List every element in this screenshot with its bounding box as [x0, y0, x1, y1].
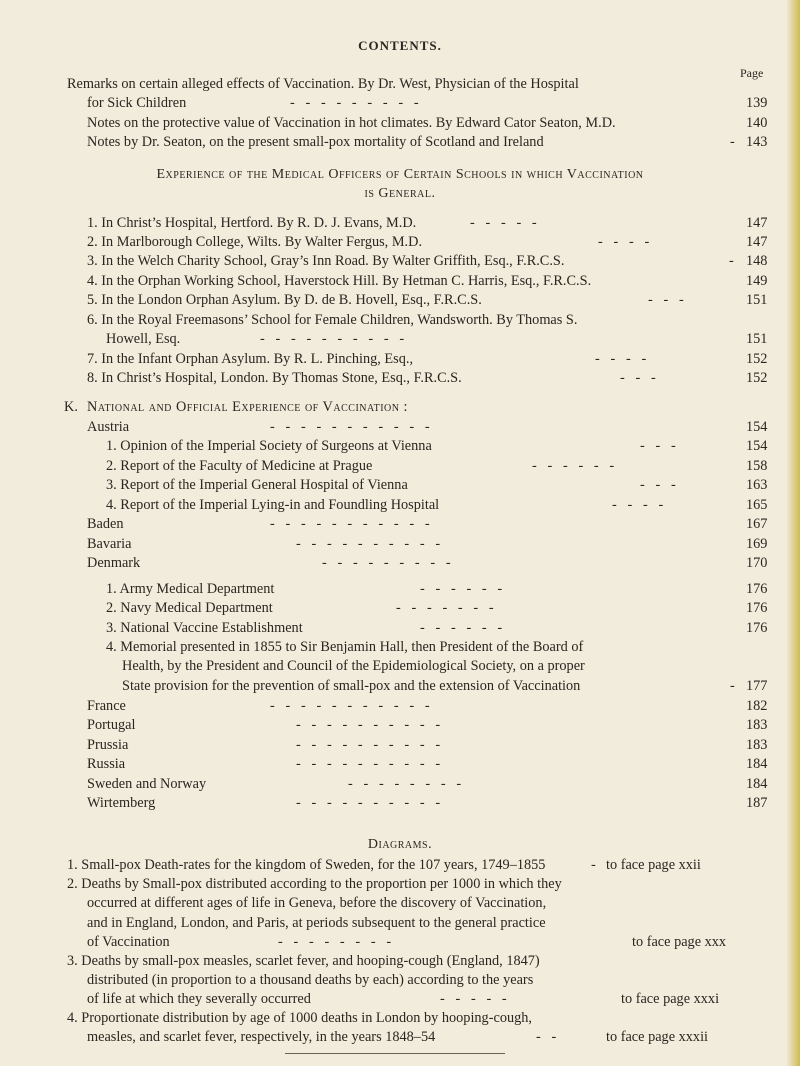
experience-item-6-line-1: 6. In the Royal Freemasons’ School for Female Children, Wandsworth. By Thomas S.: [87, 312, 578, 328]
memorial-line-2: Health, by the President and Council of the Epidemiological Society, on a proper: [122, 658, 585, 674]
page-number: 154: [746, 438, 768, 454]
page-number: 154: [746, 419, 768, 435]
country-portugal: Portugal: [87, 717, 136, 733]
diagram-page-ref: to face page xxx: [632, 934, 727, 950]
experience-item-7: 7. In the Infant Orphan Asylum. By R. L. Pinching, Esq.,: [87, 351, 414, 367]
page-number: 169: [746, 536, 768, 552]
diagram-3-line-1: 3. Deaths by small-pox measles, scarlet fever, and hooping-cough (England, 1847): [67, 953, 540, 969]
experience-item-6-line-2: Howell, Esq.: [106, 331, 181, 347]
leader-dots: - - -: [648, 292, 684, 308]
leader-dots: - - - - - - - - - -: [260, 331, 405, 347]
denmark-item-3: 3. National Vaccine Establishment: [106, 620, 303, 636]
diagram-2-line-2: occurred at different ages of life in Geneva, before the discovery of Vaccination,: [87, 895, 547, 911]
page-number: 170: [746, 555, 768, 571]
diagram-2-line-1: 2. Deaths by Small-pox distributed according to the proportion per 1000 in which they: [67, 876, 562, 892]
page-number: 176: [746, 600, 768, 616]
leader-dots: - - - - - - - -: [348, 776, 462, 792]
end-rule: [285, 1053, 505, 1054]
denmark-item-1: 1. Army Medical Department: [106, 581, 275, 597]
austria-item-3: 3. Report of the Imperial General Hospital of Vienna: [106, 477, 408, 493]
austria-item-2: 2. Report of the Faculty of Medicine at Prague: [106, 458, 373, 474]
page-number: 148: [746, 253, 768, 269]
page-number: 158: [746, 458, 768, 474]
country-france: France: [87, 698, 126, 714]
country-baden: Baden: [87, 516, 124, 532]
page-number: 151: [746, 331, 768, 347]
diagram-page-ref: to face page xxxii: [606, 1029, 709, 1045]
leader-dots: - - - - - - - - - -: [296, 536, 441, 552]
experience-item-5: 5. In the London Orphan Asylum. By D. de B. Hovell, Esq., F.R.C.S.: [87, 292, 482, 308]
diagram-3-line-3: of life at which they severally occurred: [87, 991, 311, 1007]
leader-dots: - - - -: [612, 497, 664, 513]
page-number: 139: [746, 95, 768, 111]
leader-dots: -: [730, 134, 735, 150]
remarks-entry-2: Notes on the protective value of Vaccination in hot climates. By Edward Cator Seaton, M.D.: [87, 115, 616, 131]
country-russia: Russia: [87, 756, 126, 772]
leader-dots: -: [591, 857, 596, 873]
page-number: 177: [746, 678, 768, 694]
austria-item-4: 4. Report of the Imperial Lying-in and Foundling Hospital: [106, 497, 440, 513]
experience-item-4: 4. In the Orphan Working School, Haverstock Hill. By Hetman C. Harris, Esq., F.R.C.S.: [87, 273, 592, 289]
memorial-line-1: 4. Memorial presented in 1855 to Sir Benjamin Hall, then President of the Board of: [106, 639, 584, 655]
experience-heading-line-1: Experience of the Medical Officers of Certain Schools in which Vaccination: [156, 167, 644, 182]
page-number: 182: [746, 698, 768, 714]
leader-dots: - - - - - - - - - - -: [270, 419, 430, 435]
diagram-4-line-1: 4. Proportionate distribution by age of 1000 deaths in London by hooping-cough,: [67, 1010, 532, 1026]
page-edge: [786, 0, 800, 1066]
leader-dots: - - -: [640, 477, 676, 493]
leader-dots: -: [730, 678, 735, 694]
page-number: 147: [746, 215, 768, 231]
experience-heading-line-2: is General.: [364, 186, 436, 201]
leader-dots: - - - -: [595, 351, 647, 367]
page-number: 143: [746, 134, 768, 150]
country-sweden-norway: Sweden and Norway: [87, 776, 207, 792]
leader-dots: - - - - - - - - - -: [296, 717, 441, 733]
leader-dots: - - - - -: [470, 215, 537, 231]
experience-item-1: 1. In Christ’s Hospital, Hertford. By R. D. J. Evans, M.D.: [87, 215, 417, 231]
leader-dots: - - - - - - -: [396, 600, 494, 616]
diagram-3-line-2: distributed (in proportion to a thousand deaths by each) according to the years: [87, 972, 534, 988]
remarks-entry-1-line-1: Remarks on certain alleged effects of Vaccination. By Dr. West, Physician of the Hospital: [67, 76, 579, 92]
country-prussia: Prussia: [87, 737, 129, 753]
experience-item-8: 8. In Christ’s Hospital, London. By Thomas Stone, Esq., F.R.C.S.: [87, 370, 462, 386]
remarks-entry-1-line-2: for Sick Children: [87, 95, 187, 111]
page-number: 183: [746, 717, 768, 733]
leader-dots: - - - - - - - - -: [322, 555, 451, 571]
leader-dots: - - - - - -: [532, 458, 615, 474]
country-wirtemberg: Wirtemberg: [87, 795, 156, 811]
diagram-1: 1. Small-pox Death-rates for the kingdom of Sweden, for the 107 years, 1749–1855: [67, 857, 546, 873]
leader-dots: -: [729, 253, 734, 269]
leader-dots: - - - - - - - - - -: [296, 737, 441, 753]
memorial-line-3: State provision for the prevention of small-pox and the extension of Vaccination: [122, 678, 581, 694]
page-number: 149: [746, 273, 768, 289]
country-austria: Austria: [87, 419, 130, 435]
page-number: 176: [746, 581, 768, 597]
page-column-label: Page: [740, 66, 764, 80]
leader-dots: - - - - - - - - - -: [296, 795, 441, 811]
austria-item-1: 1. Opinion of the Imperial Society of Surgeons at Vienna: [106, 438, 432, 454]
leader-dots: - - - - - - - -: [278, 934, 392, 950]
page-number: 152: [746, 351, 768, 367]
section-heading: National and Official Experience of Vaccination :: [87, 399, 409, 415]
denmark-item-2: 2. Navy Medical Department: [106, 600, 273, 616]
country-bavaria: Bavaria: [87, 536, 132, 552]
page-title: CONTENTS.: [358, 38, 442, 53]
leader-dots: - - - - - -: [420, 581, 503, 597]
leader-dots: - - -: [620, 370, 656, 386]
page-number: 152: [746, 370, 768, 386]
diagram-page-ref: to face page xxii: [606, 857, 701, 873]
remarks-entry-3: Notes by Dr. Seaton, on the present small-pox mortality of Scotland and Ireland: [87, 134, 544, 150]
page-number: 147: [746, 234, 768, 250]
leader-dots: - - - - - - - - -: [290, 95, 419, 111]
page-number: 187: [746, 795, 768, 811]
page-number: 163: [746, 477, 768, 493]
leader-dots: - - - - - - - - - - -: [270, 516, 430, 532]
leader-dots: - - - - - -: [420, 620, 503, 636]
experience-item-2: 2. In Marlborough College, Wilts. By Walter Fergus, M.D.: [87, 234, 423, 250]
country-denmark: Denmark: [87, 555, 141, 571]
page-number: 176: [746, 620, 768, 636]
leader-dots: - - -: [640, 438, 676, 454]
diagram-4-line-2: measles, and scarlet fever, respectively, in the years 1848–54: [87, 1029, 436, 1045]
leader-dots: - - - - -: [440, 991, 507, 1007]
page-number: 184: [746, 776, 768, 792]
section-letter: K.: [64, 399, 78, 415]
page-number: 184: [746, 756, 768, 772]
leader-dots: - - - -: [598, 234, 650, 250]
leader-dots: - -: [536, 1029, 557, 1045]
page-number: 165: [746, 497, 768, 513]
leader-dots: - - - - - - - - - -: [296, 756, 441, 772]
diagram-2-line-4: of Vaccination: [87, 934, 170, 950]
page-number: 183: [746, 737, 768, 753]
page-number: 140: [746, 115, 768, 131]
diagrams-heading: Diagrams.: [367, 837, 433, 852]
diagram-2-line-3: and in England, London, and Paris, at periods subsequent to the general practice: [87, 915, 546, 931]
page-number: 167: [746, 516, 768, 532]
page-number: 151: [746, 292, 768, 308]
experience-item-3: 3. In the Welch Charity School, Gray’s Inn Road. By Walter Griffith, Esq., F.R.C.S.: [87, 253, 565, 269]
diagram-page-ref: to face page xxxi: [621, 991, 720, 1007]
leader-dots: - - - - - - - - - - -: [270, 698, 430, 714]
